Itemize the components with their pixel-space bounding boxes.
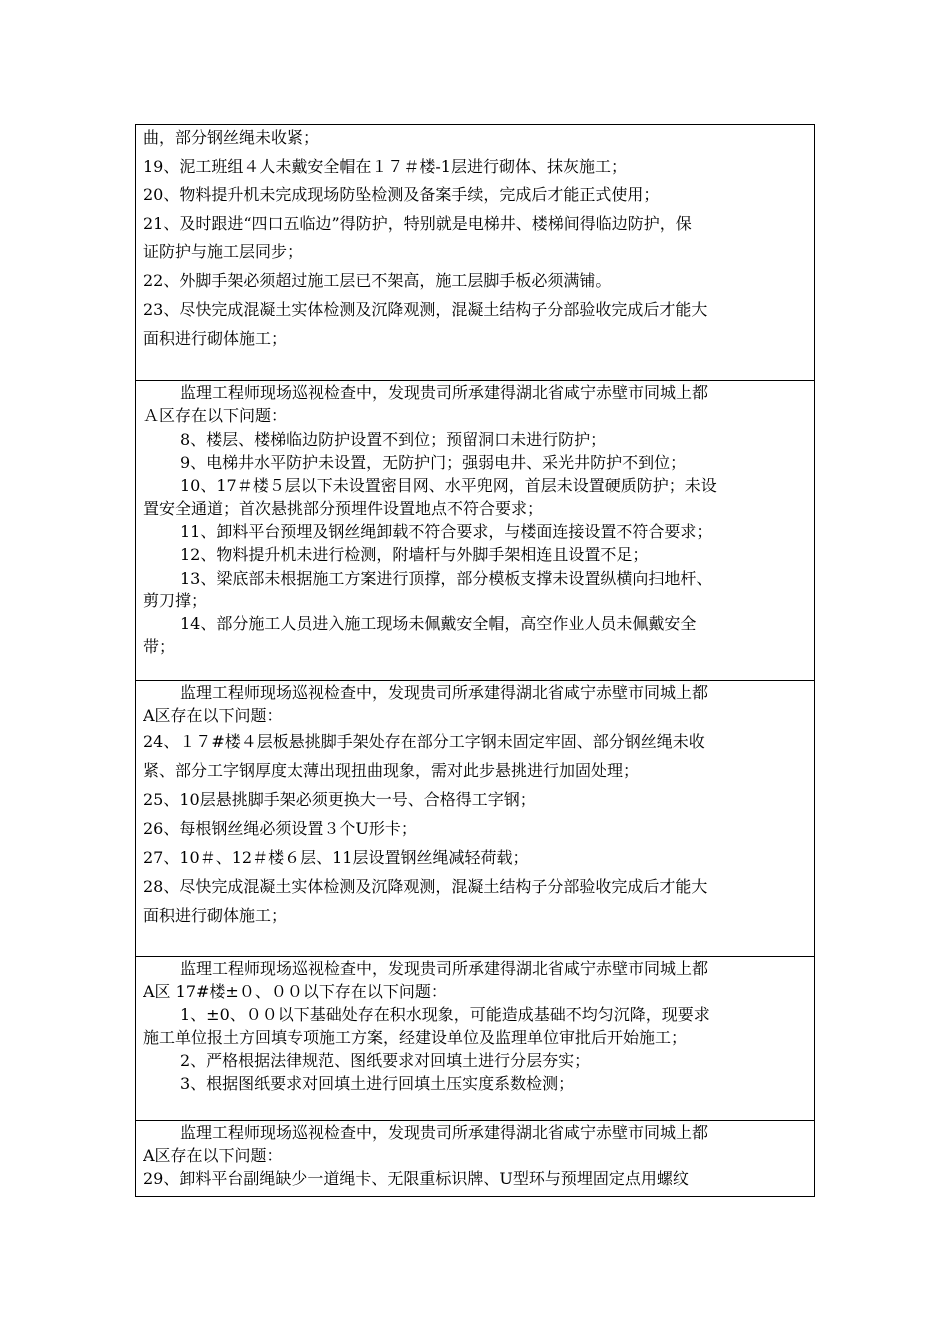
text-line: 11、卸料平台预埋及钢丝绳卸载不符合要求，与楼面连接设置不符合要求； <box>180 522 713 541</box>
section-divider <box>135 380 815 381</box>
text-line: 监理工程师现场巡视检查中，发现贵司所承建得湖北省咸宁赤壁市同城上都 <box>180 959 709 978</box>
text-line: A区 17#楼±０、００以下存在以下问题： <box>143 982 447 1001</box>
text-line: 10、17＃楼５层以下未设置密目网、水平兜网，首层未设置硬质防护；未设 <box>180 476 717 495</box>
text-line: 证防护与施工层同步； <box>143 242 304 261</box>
section-divider <box>135 680 815 681</box>
text-line: 3、根据图纸要求对回填土进行回填土压实度系数检测； <box>180 1074 575 1093</box>
text-line: 20、物料提升机未完成现场防坠检测及备案手续，完成后才能正式使用； <box>143 185 660 204</box>
text-line: 面积进行砌体施工； <box>143 329 288 348</box>
text-line: 14、部分施工人员进入施工现场未佩戴安全帽，高空作业人员未佩戴安全 <box>180 614 697 633</box>
text-line: 24、１７#楼４层板悬挑脚手架处存在部分工字钢未固定牢固、部分钢丝绳未收 <box>143 732 705 751</box>
text-line: Ａ区存在以下问题： <box>143 406 288 425</box>
text-line: 监理工程师现场巡视检查中，发现贵司所承建得湖北省咸宁赤壁市同城上都 <box>180 1123 709 1142</box>
text-line: 9、电梯井水平防护未设置，无防护门；强弱电井、采光井防护不到位； <box>180 453 687 472</box>
text-line: A区存在以下问题： <box>143 1146 283 1165</box>
section-divider <box>135 956 815 957</box>
text-line: 施工单位报土方回填专项施工方案，经建设单位及监理单位审批后开始施工； <box>143 1028 688 1047</box>
text-line: 28、尽快完成混凝土实体检测及沉降观测，混凝土结构子分部验收完成后才能大 <box>143 877 708 896</box>
text-line: A区存在以下问题： <box>143 706 283 725</box>
text-line: 22、外脚手架必须超过施工层已不架高，施工层脚手板必须满铺。 <box>143 271 612 290</box>
text-line: 1、±0、００以下基础处存在积水现象，可能造成基础不均匀沉降，现要求 <box>180 1005 710 1024</box>
text-line: 29、卸料平台副绳缺少一道绳卡、无限重标识牌、U型环与预埋固定点用螺纹 <box>143 1169 689 1188</box>
text-line: 25、10层悬挑脚手架必须更换大一号、合格得工字钢； <box>143 790 536 809</box>
text-line: 8、楼层、楼梯临边防护设置不到位；预留洞口未进行防护； <box>180 430 607 449</box>
text-line: 面积进行砌体施工； <box>143 906 288 925</box>
text-line: 27、10＃、12＃楼６层、11层设置钢丝绳减轻荷载； <box>143 848 529 867</box>
text-line: 12、物料提升机未进行检测，附墙杆与外脚手架相连且设置不足； <box>180 545 649 564</box>
text-line: 紧、部分工字钢厚度太薄出现扭曲现象，需对此步悬挑进行加固处理； <box>143 761 640 780</box>
section-divider <box>135 1120 815 1121</box>
text-line: 带； <box>143 637 176 656</box>
text-line: 剪刀撑； <box>143 591 208 610</box>
text-line: 曲，部分钢丝绳未收紧； <box>143 128 320 147</box>
text-line: 置安全通道；首次悬挑部分预埋件设置地点不符合要求； <box>143 499 544 518</box>
text-line: 2、严格根据法律规范、图纸要求对回填土进行分层夯实； <box>180 1051 591 1070</box>
text-line: 监理工程师现场巡视检查中，发现贵司所承建得湖北省咸宁赤壁市同城上都 <box>180 683 709 702</box>
text-line: 26、每根钢丝绳必须设置３个U形卡； <box>143 819 417 838</box>
text-line: 23、尽快完成混凝土实体检测及沉降观测，混凝土结构子分部验收完成后才能大 <box>143 300 708 319</box>
text-line: 19、泥工班组４人未戴安全帽在１７＃楼-1层进行砌体、抹灰施工； <box>143 157 627 176</box>
text-line: 监理工程师现场巡视检查中，发现贵司所承建得湖北省咸宁赤壁市同城上都 <box>180 383 709 402</box>
text-line: 13、梁底部未根据施工方案进行顶撑，部分模板支撑未设置纵横向扫地杆、 <box>180 569 713 588</box>
text-line: 21、及时跟进“四口五临边”得防护，特别就是电梯井、楼梯间得临边防护，保 <box>143 214 692 233</box>
